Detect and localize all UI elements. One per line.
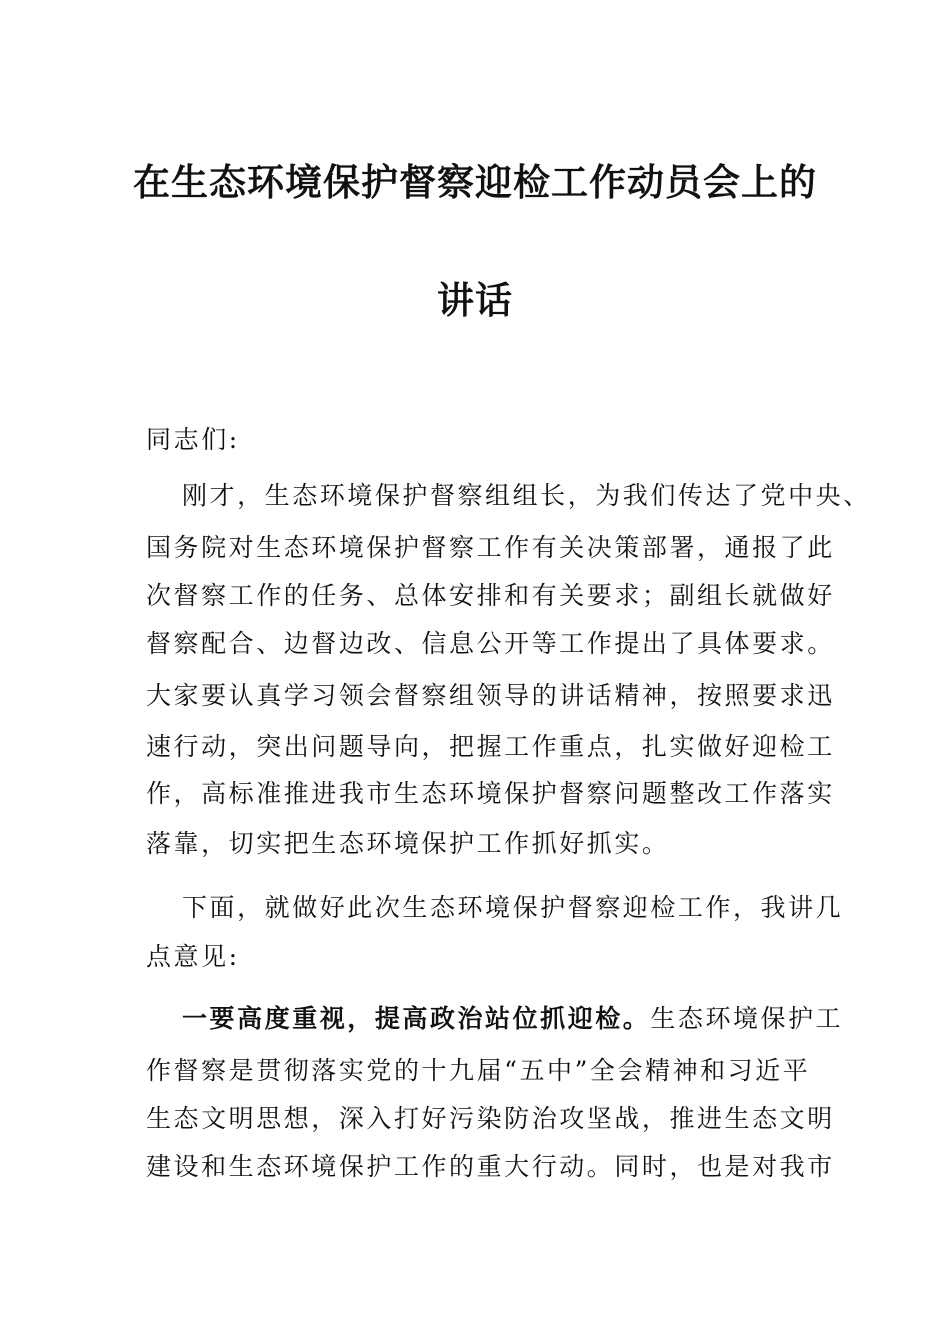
para1-line: 国务院对生态环境保护督察工作有关决策部署，通报了此	[146, 533, 835, 562]
para1-line: 速行动，突出问题导向，把握工作重点，扎实做好迎检工	[146, 732, 835, 761]
para3-first-line	[182, 1004, 843, 1034]
para2-line: 下面，就做好此次生态环境保护督察迎检工作，我讲几	[182, 893, 844, 922]
para3-line: 作督察是贯彻落实党的十九届“五中”全会精神和习近平	[146, 1056, 811, 1085]
para1-line: 督察配合、边督边改、信息公开等工作提出了具体要求。	[146, 629, 835, 658]
para1-line: 落靠，切实把生态环境保护工作抓好抓实。	[146, 829, 670, 858]
para3-heading-tail: 生态环境保护工	[650, 1004, 844, 1033]
document-title-line-1: 在生态环境保护督察迎检工作动员会上的	[133, 160, 817, 204]
para3-heading: 一要高度重视，提高政治站位抓迎检。	[182, 1004, 651, 1033]
para2-line: 点意见:	[146, 942, 240, 971]
para1-line: 作，高标准推进我市生态环境保护督察问题整改工作落实	[146, 779, 835, 808]
para1-line: 大家要认真学习领会督察组领导的讲话精神，按照要求迅	[146, 681, 835, 710]
document-title-line-2: 讲话	[437, 278, 513, 322]
para3-line: 生态文明思想，深入打好污染防治攻坚战，推进生态文明	[146, 1104, 835, 1133]
para1-line: 次督察工作的任务、总体安排和有关要求；副组长就做好	[146, 581, 835, 610]
para1-line: 刚才，生态环境保护督察组组长，为我们传达了党中央、	[182, 481, 871, 510]
para3-line: 建设和生态环境保护工作的重大行动。同时，也是对我市	[146, 1152, 835, 1181]
salutation: 同志们:	[146, 425, 240, 454]
